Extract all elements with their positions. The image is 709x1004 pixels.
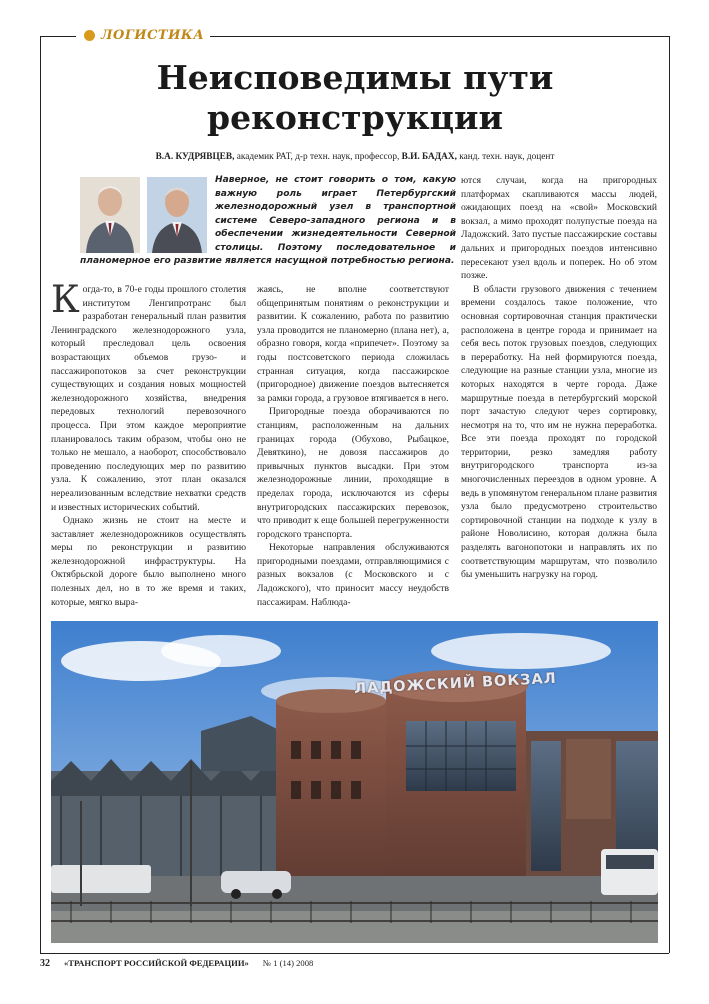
text-column-1 bbox=[51, 278, 246, 609]
paragraph-text: огда-то, в 70-е годы прошлого столетия институтом Ленгипротранс был разработан генеральный план развития Ленинградского железнодорожного узла, который преследовал цель освоения возрастающих объемов грузо- и пассажиропотоков за счет реконструкции существующих и создания новых мощностей железнодорожного хозяйства, внедрения передовых технологий перевозочного процесса. При этом каждое мероприятие планировалось таким образом, чтобы оно не только не мешало, а наоборот, способствовало проведению последующих мер по развитию узла. К сожалению, этот план оказался нереализованным вследствие нехватки средств и известных исторических событий. bbox=[51, 284, 246, 513]
lead-text: Наверное, не стоит говорить о том, какую важную роль играет Петербургский железнодорожный узел в транспортной системе Северо-западного региона и в обеспечении жизнедеятельности Северной столицы. Поэтому последовательное и планомерное его развитие является насущной потребностью региона. bbox=[80, 175, 456, 266]
page-frame-right bbox=[669, 36, 670, 953]
paragraph: Пригородные поезда оборачиваются по станциям, расположенным на дальних границах города (Обухово, Рыбацкое, Девяткино), не довозя пассажиров до привычных пунктов высадки. При этом железнодорожные линии, проходящие в пределах города, исключаются из сферы внутригородских пассажирских перевозок, что приводит к еще большей перегруженности городского транспорта. bbox=[257, 406, 449, 540]
paragraph: жаясь, не вполне соответствуют общепринятым понятиям о реконструкции и развитии. К сожалению, работа по развитию узла проводится не планомерно (плана нет), а, образно говоря, когда «припечет». Поэтому за годы постсоветского периода сложилась странная ситуация, когда пассажирское (пригородное) движение поездов вытесняется за рамки города, а грузовое втягивается в него. bbox=[257, 284, 449, 404]
paragraph: Некоторые направления обслуживаются пригородными поездами, отправляющимися с разных вокзалов (с Московского и с Ладожского), что приносит массу неудобств пассажирам. Наблюда- bbox=[257, 542, 449, 608]
article-title bbox=[60, 58, 650, 138]
page-frame-bottom bbox=[40, 953, 669, 954]
author-1-name: В.А. КУДРЯВЦЕВ, bbox=[155, 152, 235, 162]
author-2-title: канд. техн. наук, доцент bbox=[456, 152, 555, 162]
text-column-3 bbox=[461, 174, 657, 582]
author-2-name: В.И. БАДАХ, bbox=[401, 152, 457, 162]
magazine-name: «ТРАНСПОРТ РОССИЙСКОЙ ФЕДЕРАЦИИ» bbox=[64, 958, 249, 968]
station-photo bbox=[51, 621, 658, 943]
station-sign: ЛАДОЖСКИЙ ВОКЗАЛ bbox=[353, 670, 558, 698]
lead-photo-spacer bbox=[80, 174, 215, 254]
article-authors bbox=[60, 152, 650, 162]
issue-number: № 1 (14) 2008 bbox=[262, 958, 314, 968]
title-line-2: реконструкции bbox=[207, 98, 503, 137]
article-lead bbox=[80, 174, 456, 269]
bullet-dot-icon bbox=[84, 30, 95, 41]
title-line-1: Неисповедимы пути bbox=[156, 58, 554, 97]
page-footer bbox=[40, 958, 669, 969]
page-frame-left bbox=[40, 36, 41, 953]
paragraph bbox=[51, 278, 246, 514]
paragraph: ются случаи, когда на пригородных платформах скапливаются массы людей, ожидающих поезд на «свой» Московский вокзал, а мимо проходят полупустые поезда на Ладожский. Зато пустые пассажирские составы дальних и пригородных поездов интенсивно пересекают узел вдоль и поперек. Но об этом позже. bbox=[461, 175, 657, 282]
section-header bbox=[76, 28, 210, 43]
paragraph: Однако жизнь не стоит на месте и заставляет железнодорожников осуществлять меры по реконструкции и развитию железнодорожной инфраструктуры. На Октябрьской дороге было выполнено много полезных дел, но в то же время и таких, которые, мягко выра- bbox=[51, 515, 246, 608]
author-1-title: академик РАТ, д-р техн. наук, профессор, bbox=[234, 152, 402, 162]
page-number: 32 bbox=[40, 958, 50, 969]
text-column-2 bbox=[257, 283, 449, 609]
paragraph: В области грузового движения с течением времени создалось такое положение, что основная сортировочная станция практически расположена в центре города и принимает на себя весь поток грузовых поездов, следующих в переработку. На ней формируются поезда, следующие на разные станции узла, многие из которых находятся в черте города. Даже маршрутные поезда в петербургский морской порт зачастую следуют через сортировку, несмотря на то, что им не нужна переработка. Все эти поезда проходят по городской территории, резко замедляя работу внутригородского транспорта из-за многочисленных переездов в одном уровне. А ведь в упомянутом генеральном плане развития узла было предусмотрено строительство сортировочной станции на подходе к узлу в районе Новолисино, которая должна была разделять вагонопотоки и направлять их по соответствующим маршрутам, что позволило бы уменьшить нагрузку на город. bbox=[461, 283, 657, 581]
section-label: ЛОГИСТИКА bbox=[101, 28, 205, 43]
drop-cap: К bbox=[51, 278, 80, 321]
